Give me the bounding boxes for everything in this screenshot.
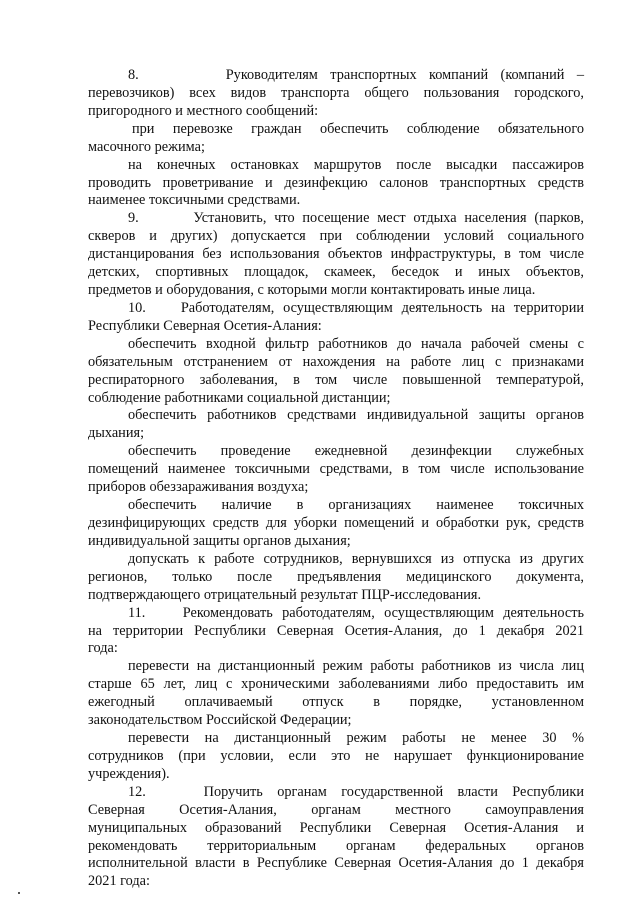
text-line: респираторного заболевания, в том числе повышенной температурой, xyxy=(88,371,584,388)
text-line: 10. Работодателям, осуществляющим деятельность на территории xyxy=(128,299,584,316)
text-line: перевести на дистанционный режим работы работников из числа лиц xyxy=(128,658,584,675)
text-line: детских, спортивных площадок, скамеек, беседок и иных объектов, xyxy=(88,264,584,281)
text-line: при перевозке граждан обеспечить соблюдение обязательного xyxy=(132,120,584,137)
text-line: подтверждающего отрицательный результат ПЦР-исследования. xyxy=(88,586,482,603)
scan-speck xyxy=(18,892,20,894)
text-line: Северная Осетия-Алания, органам местного самоуправления xyxy=(88,801,584,818)
text-line: приборов обеззараживания воздуха; xyxy=(88,479,309,496)
text-line: ежегодный оплачиваемый отпуск в порядке, установленном xyxy=(88,694,584,711)
text-line: допускать к работе сотрудников, вернувшихся из отпуска из других xyxy=(128,550,584,567)
text-line: проводить проветривание и дезинфекцию салонов транспортных средств xyxy=(88,174,584,191)
text-line: перевести на дистанционный режим работы не менее 30 % xyxy=(128,730,584,747)
text-line: наименее токсичными средствами. xyxy=(88,192,301,209)
text-line: перевозчиков) всех видов транспорта общего пользования городского, xyxy=(88,84,584,101)
text-line: Республики Северная Осетия-Алания: xyxy=(88,317,322,334)
text-line: индивидуальной защиты органов дыхания; xyxy=(88,532,351,549)
text-line: 2021 года: xyxy=(88,873,151,890)
text-line: 12. Поручить органам государственной власти Республики xyxy=(128,783,584,800)
text-line: старше 65 лет, лиц с хроническими заболеваниями либо предоставить им xyxy=(88,676,584,693)
text-line: 8. Руководителям транспортных компаний (компаний – xyxy=(128,67,584,83)
text-line: обеспечить проведение ежедневной дезинфекции служебных xyxy=(128,443,584,460)
text-line: муниципальных образований Республики Северная Осетия-Алания и xyxy=(88,819,584,836)
text-line: исполнительной власти в Республике Северная Осетия-Алания до 1 декабря xyxy=(88,855,584,872)
text-line: регионов, только после предъявления медицинского документа, xyxy=(88,568,584,585)
text-line: 11. Рекомендовать работодателям, осуществляющим деятельность xyxy=(128,604,584,621)
text-line: помещений наименее токсичными средствами, в том числе использование xyxy=(88,461,584,478)
text-line: дыхания; xyxy=(88,425,145,442)
text-line: 9. Установить, что посещение мест отдыха населения (парков, xyxy=(128,210,584,227)
text-line: обязательным отстранением от нахождения на работе лиц с признаками xyxy=(88,353,584,370)
text-line: законодательством Российской Федерации; xyxy=(88,712,352,729)
text-line: скверов и других) допускается при соблюдении условий социального xyxy=(88,228,584,245)
text-line: предметов и оборудования, с которыми могли контактировать иные лица. xyxy=(88,282,536,299)
text-line: сотрудников (при условии, если это не нарушает функционирование xyxy=(88,747,584,764)
text-line: года: xyxy=(88,640,118,657)
text-line: соблюдение работниками социальной дистанции; xyxy=(88,389,391,406)
text-line: обеспечить работников средствами индивидуальной защиты органов xyxy=(128,407,584,424)
text-line: рекомендовать территориальным органам федеральных органов xyxy=(88,837,584,854)
text-line: на конечных остановках маршрутов после высадки пассажиров xyxy=(128,156,584,173)
text-line: дезинфицирующих средств для уборки помещений и обработки рук, средств xyxy=(88,515,584,531)
text-line: обеспечить наличие в организациях наименее токсичных xyxy=(128,497,584,514)
text-line: обеспечить входной фильтр работников до начала рабочей смены с xyxy=(128,335,584,352)
text-line: масочного режима; xyxy=(88,138,205,155)
text-line: пригородного и местного сообщений: xyxy=(88,102,319,119)
text-line: учреждения). xyxy=(88,765,170,782)
text-line: на территории Республики Северная Осетия-Алания, до 1 декабря 2021 xyxy=(88,622,584,639)
text-line: дистанцирования без использования объектов инфраструктуры, в том числе xyxy=(88,246,584,263)
